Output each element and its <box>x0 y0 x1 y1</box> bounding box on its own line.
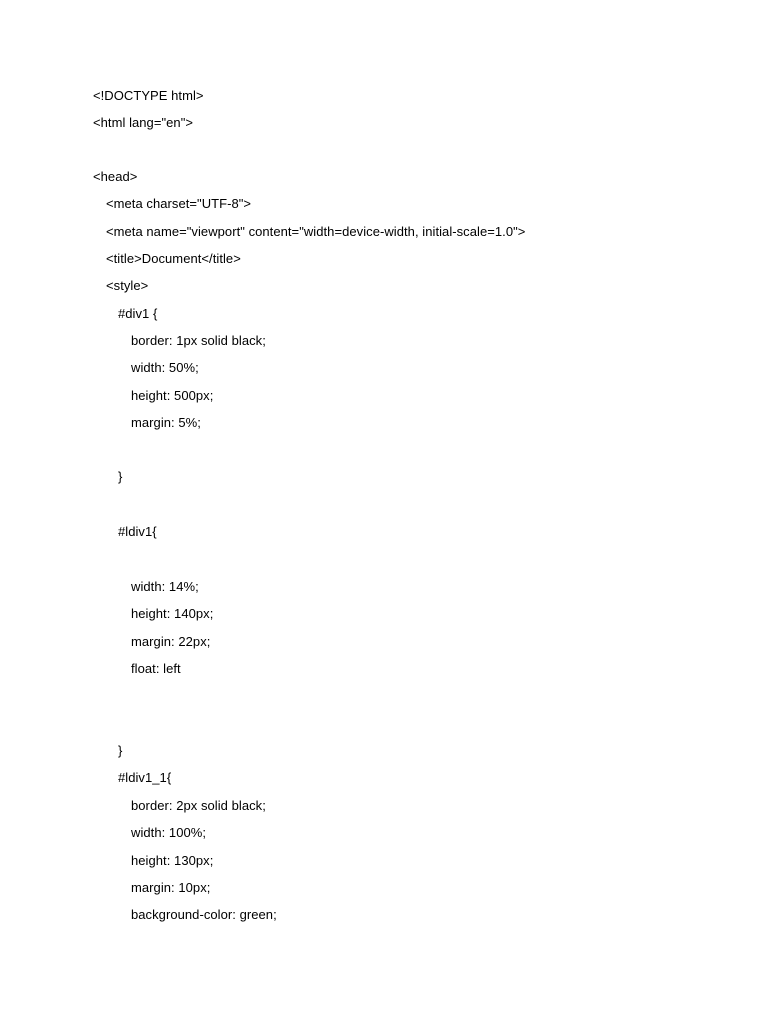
code-line: <!DOCTYPE html> <box>93 88 204 103</box>
code-line: <style> <box>106 278 149 293</box>
code-line: float: left <box>131 661 181 676</box>
code-line: height: 140px; <box>131 606 214 621</box>
code-line: #ldiv1_1{ <box>118 770 172 785</box>
code-line: #div1 { <box>118 306 158 321</box>
code-line: <head> <box>93 169 138 184</box>
code-line: <title>Document</title> <box>106 251 241 266</box>
code-line: } <box>118 469 123 484</box>
code-line: <html lang="en"> <box>93 115 194 130</box>
code-line: } <box>118 743 123 758</box>
code-line: border: 2px solid black; <box>131 798 266 813</box>
code-line: width: 100%; <box>131 825 207 840</box>
code-line: <meta charset="UTF-8"> <box>106 196 252 211</box>
code-line: margin: 10px; <box>131 880 211 895</box>
code-line: width: 50%; <box>131 360 199 375</box>
code-line: height: 500px; <box>131 388 214 403</box>
code-line: margin: 22px; <box>131 634 211 649</box>
code-line: width: 14%; <box>131 579 199 594</box>
code-line: border: 1px solid black; <box>131 333 266 348</box>
code-line: <meta name="viewport" content="width=device-width, initial-scale=1.0"> <box>106 224 526 239</box>
code-line: margin: 5%; <box>131 415 201 430</box>
code-line: background-color: green; <box>131 907 277 922</box>
code-line: #ldiv1{ <box>118 524 157 539</box>
code-line: height: 130px; <box>131 853 214 868</box>
